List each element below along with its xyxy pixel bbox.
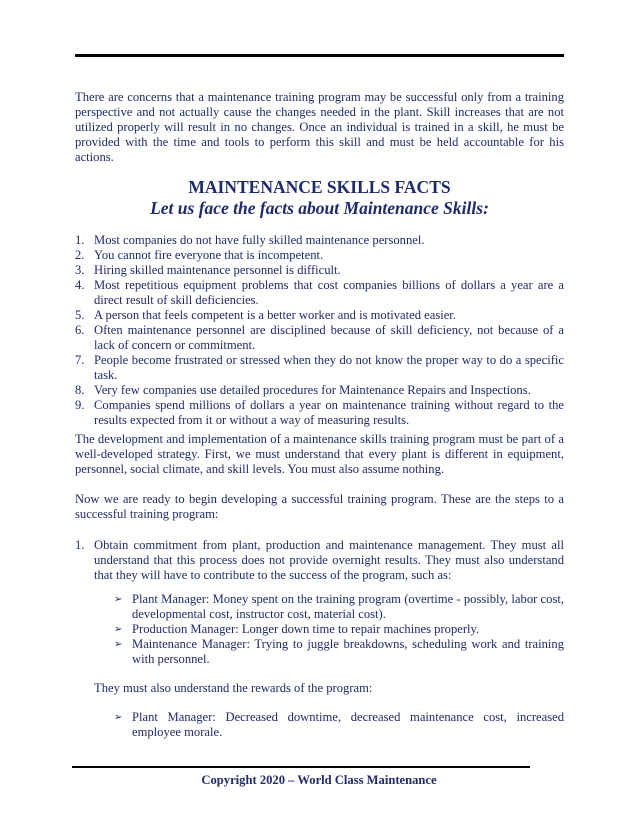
- fact-text: Hiring skilled maintenance personnel is difficult.: [94, 263, 341, 277]
- arrow-bullet-icon: ➢: [114, 624, 123, 635]
- bullet-item: [114, 622, 564, 637]
- bullet-item: [114, 592, 564, 622]
- fact-item: [75, 233, 564, 248]
- cost-bullet-list: [114, 592, 564, 667]
- fact-text: Often maintenance personnel are disciplined because of skill deficiency, not because of a lack of concern or commitment.: [94, 323, 564, 352]
- bullet-item: [114, 637, 564, 667]
- fact-item: [75, 308, 564, 323]
- fact-item: [75, 323, 564, 353]
- arrow-bullet-icon: ➢: [114, 712, 123, 723]
- intro-paragraph: There are concerns that a maintenance training program may be successful only from a training perspective and not actually cause the changes needed in the plant. Skill increases that are not utilized properly will result in no changes. Once an individual is trained in a skill, he must be provided with the time and tools to perform this skill and must be held accountable for his actions.: [75, 90, 564, 164]
- bullet-text: Maintenance Manager: Trying to juggle breakdowns, scheduling work and training with personnel.: [132, 637, 564, 666]
- section-subheading: Let us face the facts about Maintenance Skills:: [150, 198, 489, 218]
- steps-list: [75, 538, 564, 583]
- facts-list: [75, 233, 564, 428]
- fact-number: 4.: [75, 278, 85, 292]
- copyright-footer: Copyright 2020 – World Class Maintenance: [201, 773, 437, 787]
- bottom-rule: [72, 766, 530, 768]
- fact-item: [75, 248, 564, 263]
- fact-item: [75, 398, 564, 428]
- arrow-bullet-icon: ➢: [114, 594, 123, 605]
- fact-item: [75, 353, 564, 383]
- bullet-text: Production Manager: Longer down time to repair machines properly.: [132, 622, 480, 636]
- fact-number: 1.: [75, 233, 85, 247]
- fact-text: People become frustrated or stressed when they do not know the proper way to do a specific task.: [94, 353, 564, 382]
- top-rule: [75, 54, 564, 57]
- fact-text: Very few companies use detailed procedures for Maintenance Repairs and Inspections.: [94, 383, 531, 397]
- fact-item: [75, 383, 564, 398]
- fact-text: Companies spend millions of dollars a year on maintenance training without regard to the results expected from it or without a way of measuring results.: [94, 398, 564, 427]
- fact-number: 2.: [75, 248, 85, 262]
- steps-intro-paragraph: Now we are ready to begin developing a successful training program. These are the steps to a successful training program:: [75, 492, 564, 521]
- fact-text: You cannot fire everyone that is incompetent.: [94, 248, 324, 262]
- step-item: [75, 538, 564, 583]
- step-number: 1.: [75, 538, 85, 552]
- fact-text: Most repetitious equipment problems that cost companies billions of dollars a year are a direct result of skill deficiencies.: [94, 278, 564, 307]
- strategy-paragraph: The development and implementation of a maintenance skills training program must be part of a well-developed strategy. First, we must understand that every plant is different in equipment, personnel, social climate, and skill levels. You must also assume nothing.: [75, 432, 564, 476]
- fact-item: [75, 278, 564, 308]
- fact-number: 8.: [75, 383, 85, 397]
- reward-bullet-list: [114, 710, 564, 740]
- step-text: Obtain commitment from plant, production and maintenance management. They must all understand that this process does not provide overnight results. They must also understand that they will have to contribute to the success of the program, such as:: [94, 538, 564, 582]
- fact-number: 6.: [75, 323, 85, 337]
- bullet-text: Plant Manager: Money spent on the training program (overtime - possibly, labor cost, developmental cost, instructor cost, material cost).: [132, 592, 564, 621]
- bullet-item: [114, 710, 564, 740]
- rewards-intro: They must also understand the rewards of the program:: [94, 681, 373, 695]
- bullet-text: Plant Manager: Decreased downtime, decreased maintenance cost, increased employee morale.: [132, 710, 564, 739]
- fact-text: Most companies do not have fully skilled maintenance personnel.: [94, 233, 425, 247]
- arrow-bullet-icon: ➢: [114, 639, 123, 650]
- fact-number: 5.: [75, 308, 85, 322]
- fact-number: 7.: [75, 353, 85, 367]
- section-heading: MAINTENANCE SKILLS FACTS: [188, 177, 451, 197]
- fact-number: 9.: [75, 398, 85, 412]
- fact-item: [75, 263, 564, 278]
- fact-text: A person that feels competent is a better worker and is motivated easier.: [94, 308, 456, 322]
- fact-number: 3.: [75, 263, 85, 277]
